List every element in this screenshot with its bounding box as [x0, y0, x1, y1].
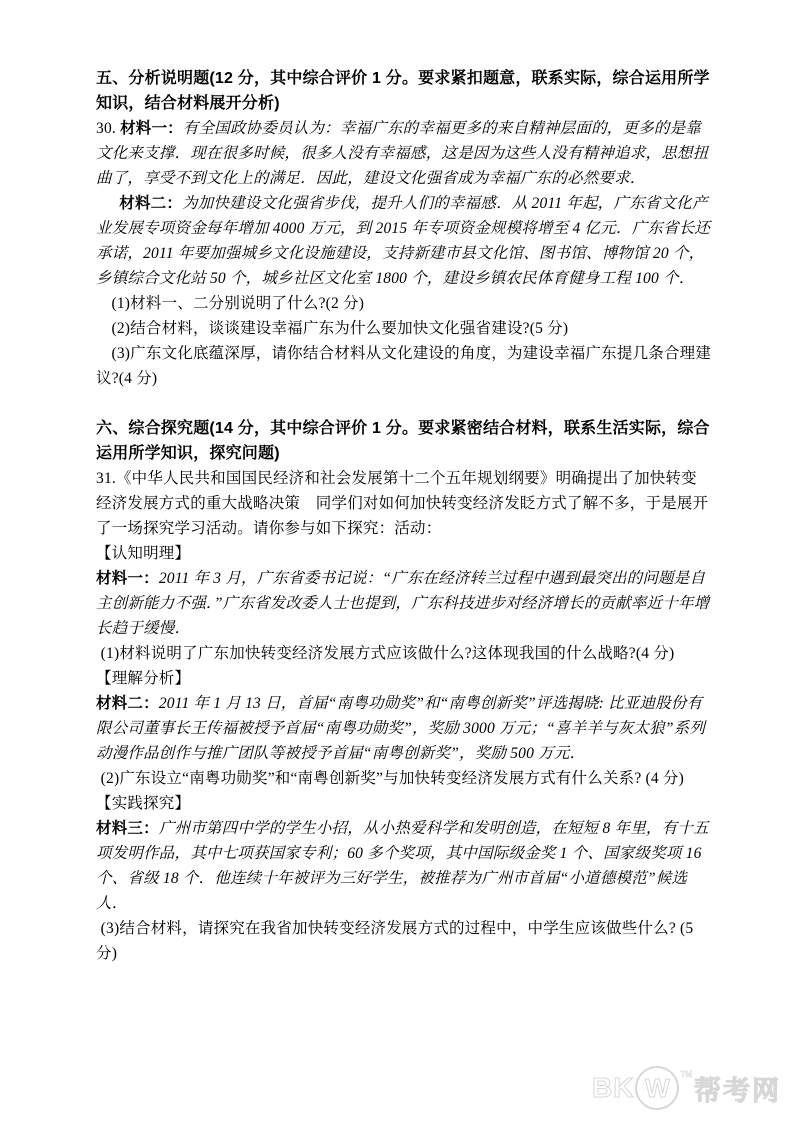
q31-question-2: (2)广东设立“南粤功勋奖”和“南粤创新奖”与加快转变经济发展方式有什么关系? (4 分)	[100, 770, 684, 787]
section-six	[96, 416, 712, 966]
q31-material-3-label: 材料三：	[96, 820, 159, 837]
q31-material-3-text: 广州市第四中学的学生小招，从小热爱科学和发明创造，在短短 8 年里，有十五项发明作品，其中七项获国家专利；60 多个奖项，其中国际级金奖 1 个、国家级奖项 16 个、省级 18 个．他连续十年被评为三好学生，被推荐为广州市首届“小道德模范”候选人．	[96, 820, 709, 912]
q31-material-1-text: 2011 年 3 月，广东省委书记说：“广东在经济转兰过程中遇到最突出的问题是自主创新能力不强．”广东省发改委人士也提到，广东科技进步对经济增长的贡献率近十年增长趋于缓慢．	[96, 570, 710, 637]
q31-material-2-text: 2011 年 1 月 13 日，首届“南粤功勋奖”和“南粤创新奖”评选揭晓: 比亚迪股份有限公司董事长王传福被授予首届“南粤功勋奖”，奖励 3000 万元；“喜羊羊与灰太狼”系列动漫作品创作与推广团队等被授予首届“南粤创新奖”，奖励 500 万元．	[96, 695, 706, 762]
q31-material-2-label: 材料二：	[96, 695, 159, 712]
material-2-label: 材料二：	[119, 195, 183, 212]
watermark-bk-text: BK	[591, 1072, 635, 1103]
q31-material-1	[96, 566, 712, 641]
q31-intro-text: 《中华人民共和国国民经济和社会发展第十二个五年规划纲要》明确提出了加快转变经济发展方式的重大战略决策 同学们对如何加快转变经济发眨方式了解不多，于是展开了一场探究学习活动。请你参与如下探究：活动：	[96, 470, 709, 537]
q30-question-3: (3)广东文化底蕴深厚，请你结合材料从文化建设的角度，为建设幸福广东提几条合理建议?(4 分)	[96, 345, 712, 387]
q31-question-1: (1)材料说明了广东加快转变经济发展方式应该做什么?这体现我国的什么战略?(4 分)	[100, 645, 675, 662]
bkw-watermark	[592, 1066, 781, 1110]
q30-number: 30.	[96, 120, 121, 137]
watermark-w-letter: W	[645, 1072, 670, 1103]
q30-material-2	[96, 191, 712, 291]
q31-intro	[96, 466, 712, 541]
material-1-text: 有全国政协委员认为：幸福广东的幸福更多的来自精神层面的，更多的是靠文化来支撑．现在很多时候，很多人没有幸福感，这是因为这些人没有精神追求，思想扭曲了，享受不到文化上的满足．因此，建设文化强省成为幸福广东的必然要求．	[96, 120, 709, 187]
watermark-circle-w-logo-icon	[635, 1066, 679, 1110]
q30-material-1	[96, 116, 712, 191]
material-1-label: 材料一：	[120, 120, 183, 137]
watermark-chinese-text: 帮考网	[694, 1075, 781, 1106]
document-page	[96, 66, 712, 991]
tag-lijie-fenxi: 【理解分析】	[96, 670, 191, 687]
q31-material-2	[96, 691, 712, 766]
q31-material-1-label: 材料一：	[96, 570, 159, 587]
q31-question-3: (3)结合材料，请探究在我省加快转变经济发展方式的过程中，中学生应该做些什么? (5 分)	[96, 920, 694, 962]
material-2-text: 为加快建设文化强省步伐，提升人们的幸福感．从 2011 年起，广东省文化产业发展专项资金每年增加 4000 万元，到 2015 年专项资金规模将增至 4 亿元．广东省长还承诺，2011 年要加强城乡文化设施建设，支持新建市县文化馆、图书馆、博物馆 20 个，乡镇综合文化站 50 个，城乡社区文化室 1800 个，建设乡镇农民体育健身工程 100 个．	[96, 195, 711, 287]
section-six-heading: 六、综合探究题(14 分，其中综合评价 1 分。要求紧密结合材料，联系生活实际，综合运用所学知识，探究问题)	[96, 420, 710, 462]
tag-renzhi-mingli: 【认知明理】	[96, 545, 191, 562]
q31-material-3	[96, 816, 712, 916]
tag-shijian-tanjiu: 【实践探究】	[96, 795, 191, 812]
q31-number: 31.	[96, 470, 116, 487]
q30-question-1: (1)材料一、二分别说明了什么?(2 分)	[111, 295, 365, 312]
q30-question-2: (2)结合材料，谈谈建设幸福广东为什么要加快文化强省建设?(5 分)	[111, 320, 569, 337]
watermark-tm-mark: TM	[680, 1070, 692, 1079]
section-five	[96, 66, 712, 391]
section-five-heading: 五、分析说明题(12 分，其中综合评价 1 分。要求紧扣题意，联系实际，综合运用所学知识，结合材料展开分析)	[96, 70, 710, 112]
